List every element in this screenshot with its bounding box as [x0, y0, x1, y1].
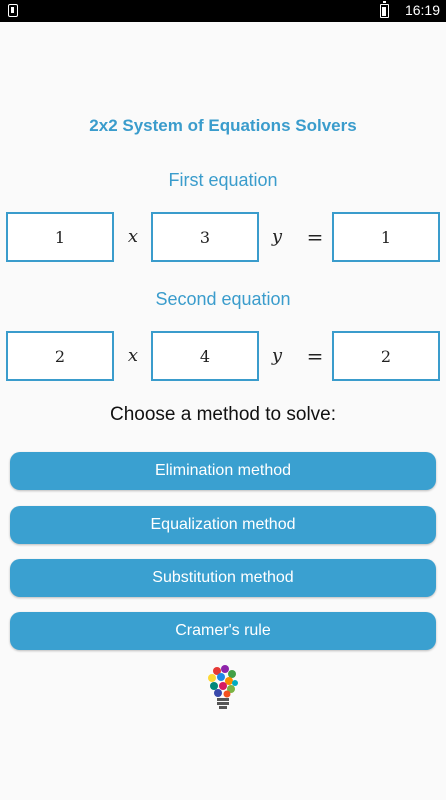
status-clock: 16:19: [404, 2, 440, 18]
lightbulb-icon: [207, 665, 239, 711]
notification-icon: [8, 4, 18, 17]
second-eq-constant-input[interactable]: [332, 331, 440, 381]
first-eq-y-coefficient-input[interactable]: [151, 212, 259, 262]
choose-method-label: Choose a method to solve:: [109, 404, 337, 425]
second-eq-y-coefficient-input[interactable]: [151, 331, 259, 381]
first-eq-y-variable: y: [271, 226, 283, 247]
status-bar: [0, 0, 446, 22]
first-eq-constant-input[interactable]: [332, 212, 440, 262]
battery-icon: [380, 4, 389, 18]
second-eq-x-variable: x: [127, 345, 139, 366]
cramers-rule-button[interactable]: Cramer's rule: [10, 612, 436, 650]
equalization-method-button[interactable]: Equalization method: [10, 506, 436, 544]
first-eq-x-coefficient-input[interactable]: [6, 212, 114, 262]
page-title: 2x2 System of Equations Solvers: [89, 116, 357, 135]
elimination-method-button[interactable]: Elimination method: [10, 452, 436, 490]
second-equation-label: Second equation: [155, 289, 291, 309]
second-eq-equals-sign: =: [306, 344, 324, 368]
second-eq-y-variable: y: [271, 345, 283, 366]
first-eq-x-variable: x: [127, 226, 139, 247]
second-eq-x-coefficient-input[interactable]: [6, 331, 114, 381]
first-equation-row: [0, 212, 446, 264]
first-equation-label: First equation: [168, 170, 278, 190]
second-equation-row: [0, 331, 446, 383]
first-eq-equals-sign: =: [306, 225, 324, 249]
substitution-method-button[interactable]: Substitution method: [10, 559, 436, 597]
